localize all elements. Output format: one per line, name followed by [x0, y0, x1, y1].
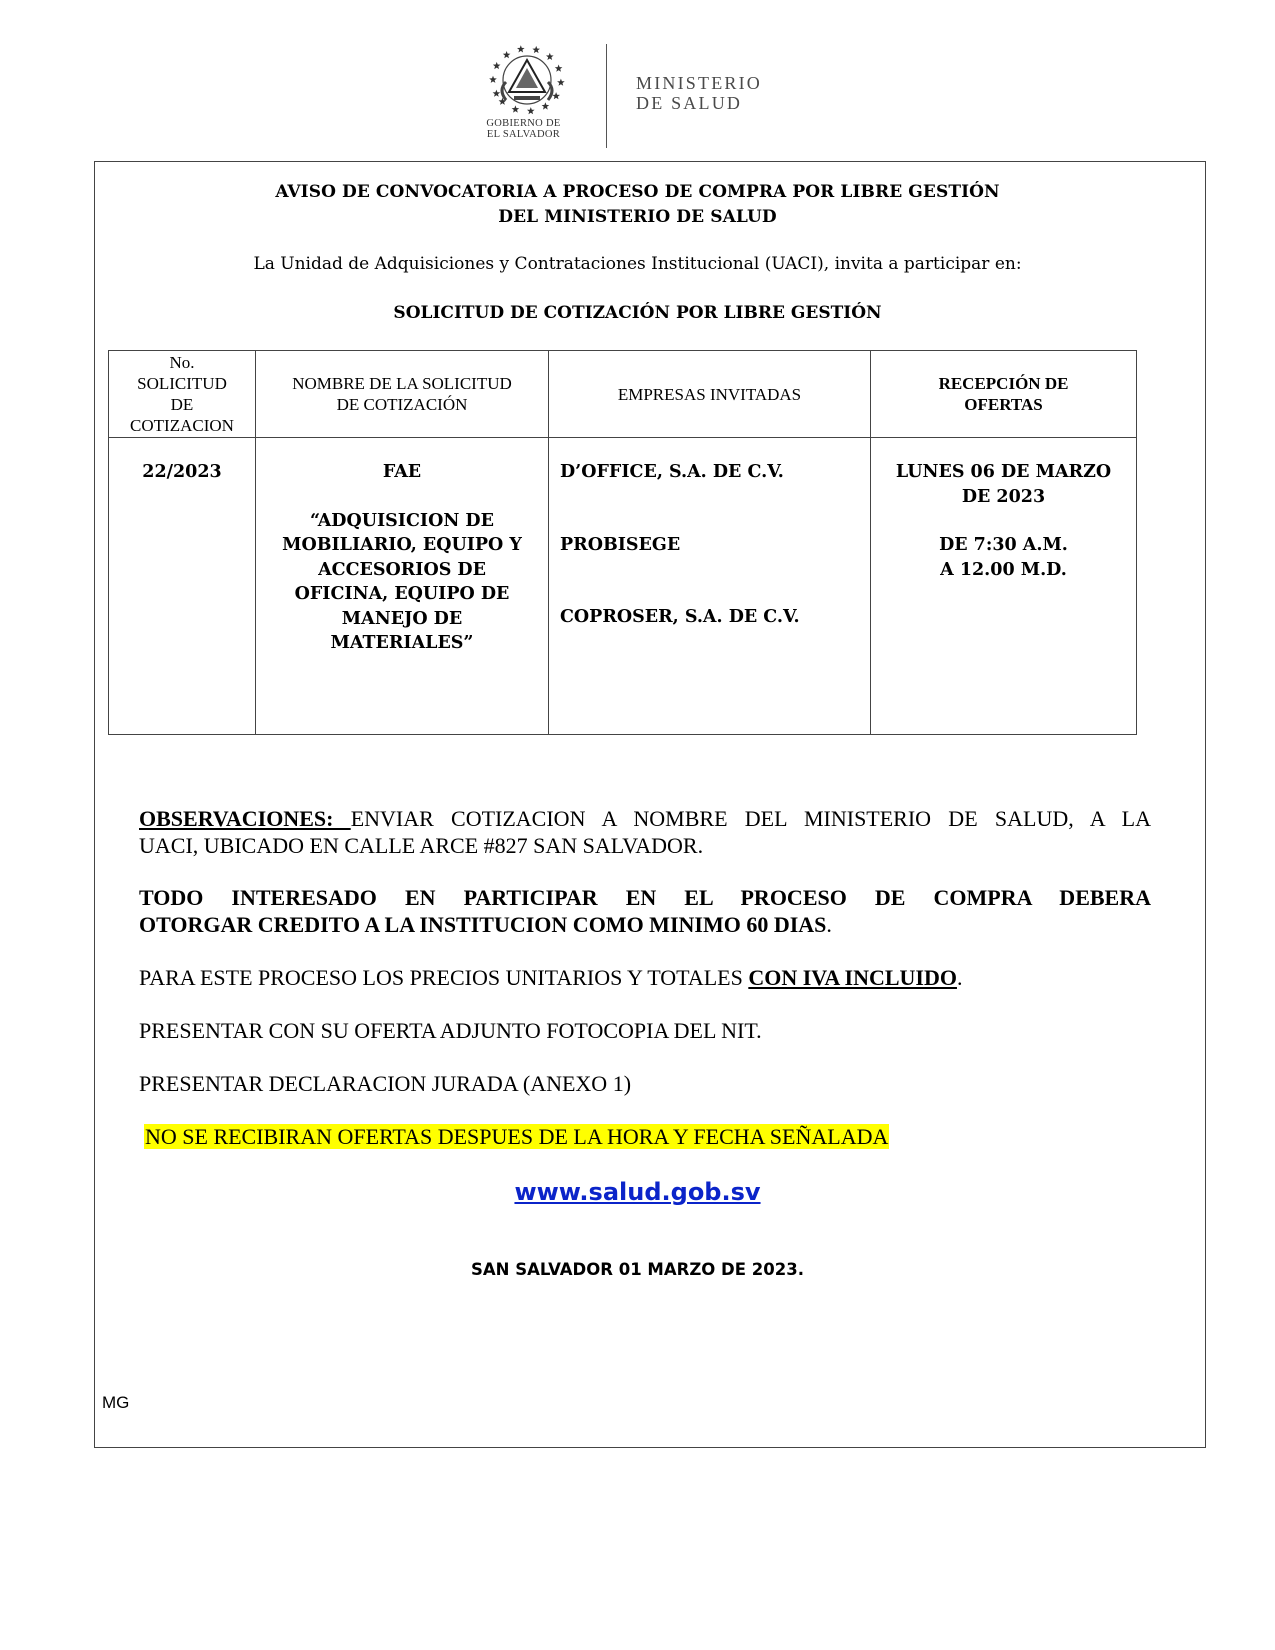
star-icon [493, 90, 501, 97]
company-item: COPROSER, S.A. DE C.V. [560, 607, 800, 627]
table-header-row [109, 351, 1137, 438]
logo-divider [606, 44, 607, 148]
header-request-name: NOMBRE DE LA SOLICITUD DE COTIZACIÓN [256, 351, 549, 438]
quotation-table [108, 350, 1137, 735]
company-item: D’OFFICE, S.A. DE C.V. [560, 462, 784, 482]
place-date: SAN SALVADOR 01 MARZO DE 2023. [471, 1260, 804, 1279]
star-icon [542, 102, 550, 109]
invited-companies-cell [549, 438, 871, 735]
table-row [109, 438, 1137, 735]
observations-paragraph: OBSERVACIONES: ENVIAR COTIZACION A NOMBRE DEL MINISTERIO DE SALUD, A LA UACI, UBICADO EN CALLE ARCE #827 SAN SALVADOR. [139, 806, 1151, 858]
offer-reception-cell: LUNES 06 DE MARZO DE 2023 DE 7:30 A.M. A 12.00 M.D. [871, 438, 1137, 735]
star-icon [552, 92, 560, 99]
notice-title: AVISO DE CONVOCATORIA A PROCESO DE COMPRA POR LIBRE GESTIÓN DEL MINISTERIO DE SALUD [275, 182, 1000, 227]
star-icon [557, 79, 565, 86]
star-icon [493, 62, 501, 69]
star-icon [555, 65, 563, 72]
request-name-cell: FAE “ADQUISICION DE MOBILIARIO, EQUIPO Y ACCESORIOS DE OFICINA, EQUIPO DE MANEJO DE MATERIALES” [256, 438, 549, 735]
deadline-warning: NO SE RECIBIRAN OFERTAS DESPUES DE LA HORA Y FECHA SEÑALADA [145, 1124, 889, 1149]
notice-intro: La Unidad de Adquisiciones y Contrataciones Institucional (UACI), invita a participar en: [253, 254, 1022, 274]
header-logo [468, 40, 798, 148]
star-icon [489, 76, 497, 83]
nit-requirement: PRESENTAR CON SU OFERTA ADJUNTO FOTOCOPIA DEL NIT. [139, 1018, 762, 1043]
header-request-number: No. SOLICITUD DE COTIZACION [109, 351, 256, 438]
company-item: PROBISEGE [560, 534, 681, 555]
star-icon [532, 46, 540, 53]
star-icon [503, 51, 511, 58]
star-icon [527, 107, 535, 114]
star-icon [546, 53, 554, 60]
prices-note: PARA ESTE PROCESO LOS PRECIOS UNITARIOS Y TOTALES CON IVA INCLUIDO. [139, 965, 963, 990]
seal-caption: GOBIERNO DE EL SALVADOR [486, 118, 561, 140]
notice-subtitle: SOLICITUD DE COTIZACIÓN POR LIBRE GESTIÓN [393, 303, 882, 323]
author-initials: MG [102, 1393, 130, 1412]
declaration-requirement: PRESENTAR DECLARACION JURADA (ANEXO 1) [139, 1071, 632, 1096]
star-icon [517, 45, 525, 52]
request-number-cell: 22/2023 [109, 438, 256, 735]
website-link[interactable]: www.salud.gob.sv [514, 1178, 761, 1206]
ministry-name: MINISTERIO DE SALUD [636, 73, 762, 113]
header-offer-reception: RECEPCIÓN DE OFERTAS [871, 351, 1137, 438]
header-invited-companies: EMPRESAS INVITADAS [549, 351, 871, 438]
observations-label: OBSERVACIONES: [139, 806, 351, 831]
star-icon [512, 105, 520, 112]
credit-requirement: TODO INTERESADO EN PARTICIPAR EN EL PROCESO DE COMPRA DEBERA OTORGAR CREDITO A LA INSTITUCION COMO MINIMO 60 DIAS. [139, 885, 1151, 937]
